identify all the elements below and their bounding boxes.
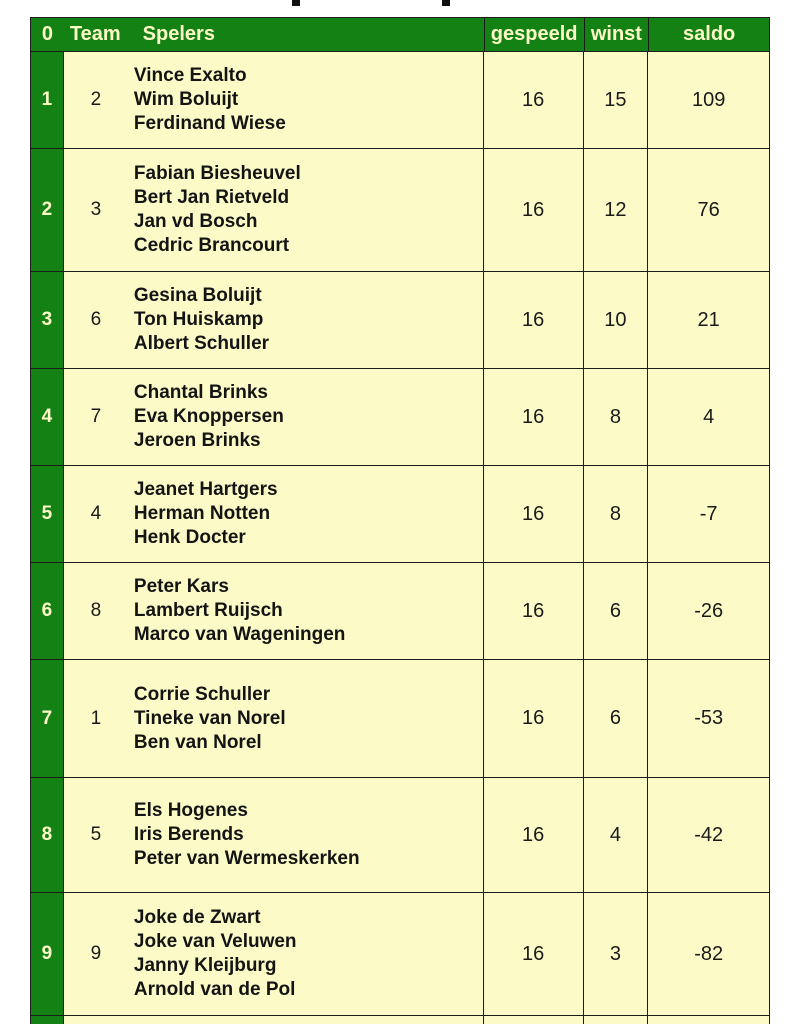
team-spelers-cell: [64, 1016, 484, 1024]
players-list: [134, 575, 346, 647]
player-name: Iris Berends: [133, 824, 244, 845]
team-number: 8: [90, 600, 102, 621]
player-name: Joke van Veluwen: [133, 931, 297, 952]
winst-cell: 8: [584, 369, 649, 465]
team-spelers-cell: [64, 660, 484, 777]
players-list: [134, 683, 286, 755]
gespeeld-cell: 16: [484, 466, 584, 562]
player-name: Jeroen Brinks: [133, 430, 261, 451]
player-name: Ferdinand Wiese: [133, 113, 286, 134]
player-name: Jeanet Hartgers: [133, 479, 278, 500]
rank-cell: 6: [31, 563, 64, 659]
player-name: Peter van Wermeskerken: [133, 848, 360, 869]
header-gespeeld: gespeeld: [484, 18, 584, 51]
table-row: [31, 660, 769, 778]
winst-cell: 3: [584, 893, 649, 1015]
gespeeld-cell: 16: [484, 893, 584, 1015]
saldo-cell: -42: [694, 823, 724, 846]
gespeeld-cell: 16: [484, 52, 584, 148]
saldo-cell: 4: [703, 405, 715, 428]
team-number: 9: [90, 943, 102, 964]
player-name: Joke de Zwart: [133, 907, 261, 928]
winst-cell: 12: [584, 149, 649, 271]
team-spelers-cell: [64, 369, 484, 465]
winst-cell: [584, 1016, 649, 1024]
player-name: Ben van Norel: [133, 731, 262, 753]
winst-cell: 10: [584, 272, 649, 368]
rank-cell: 2: [31, 149, 64, 271]
team-spelers-cell: [64, 272, 484, 368]
player-name: Lambert Ruijsch: [133, 600, 283, 621]
winst-cell: 6: [584, 660, 649, 777]
table-row: [31, 563, 769, 660]
player-name: Arnold van de Pol: [133, 979, 296, 1000]
player-name: Bert Jan Rietveld: [133, 187, 290, 208]
table-row: [31, 52, 769, 149]
player-name: Tineke van Norel: [133, 707, 286, 729]
team-spelers-cell: [64, 466, 484, 562]
team-number: 1: [90, 707, 102, 729]
rank-cell: 4: [31, 369, 64, 465]
player-name: Chantal Brinks: [133, 382, 268, 403]
gespeeld-cell: 16: [484, 778, 584, 892]
header-team-spelers: [64, 18, 484, 51]
players-list: [134, 284, 269, 356]
player-name: Els Hogenes: [133, 800, 248, 821]
team-spelers-cell: [64, 149, 484, 271]
team-number: 2: [90, 89, 102, 110]
player-name: Marco van Wageningen: [133, 624, 346, 645]
players-list: [134, 162, 301, 258]
team-spelers-cell: [64, 893, 484, 1015]
rank-cell: 5: [31, 466, 64, 562]
cut-off-title-mark: [442, 0, 450, 6]
table-header-row: [31, 18, 769, 52]
table-row: [31, 893, 769, 1016]
saldo-cell: -82: [694, 942, 724, 965]
winst-cell: 8: [584, 466, 649, 562]
saldo-cell: 76: [697, 198, 720, 221]
gespeeld-cell: 16: [484, 369, 584, 465]
rank-cell: 3: [31, 272, 64, 368]
player-name: Henk Docter: [133, 527, 246, 548]
player-name: Eva Knoppersen: [133, 406, 284, 427]
player-name: Cedric Brancourt: [133, 235, 290, 256]
saldo-cell: -26: [694, 599, 724, 622]
players-list: [134, 381, 284, 453]
rank-cell: 9: [31, 893, 64, 1015]
gespeeld-cell: [484, 1016, 584, 1024]
table-body: [31, 52, 769, 1016]
rank-cell: 8: [31, 778, 64, 892]
team-spelers-cell: [64, 52, 484, 148]
table-row: [31, 369, 769, 466]
player-name: Ton Huiskamp: [133, 309, 264, 330]
player-name: Gesina Boluijt: [133, 285, 262, 306]
team-number: 6: [90, 309, 102, 330]
saldo-cell: -7: [699, 502, 718, 525]
players-list: [134, 64, 286, 136]
gespeeld-cell: 16: [484, 563, 584, 659]
header-spelers-label: Spelers: [142, 23, 215, 45]
cut-off-title-mark: [292, 0, 300, 6]
saldo-cell: [648, 1016, 769, 1024]
rank-cell: 7: [31, 660, 64, 777]
player-name: Jan vd Bosch: [133, 211, 258, 232]
table-row: [31, 466, 769, 563]
team-number: 3: [90, 199, 102, 220]
team-number: 4: [90, 503, 102, 524]
header-rank: 0: [41, 23, 54, 45]
saldo-cell: 21: [697, 308, 720, 331]
team-number: 7: [90, 406, 102, 427]
gespeeld-cell: 16: [484, 660, 584, 777]
winst-cell: 6: [584, 563, 649, 659]
rank-cell: [31, 1016, 64, 1024]
gespeeld-cell: 16: [484, 149, 584, 271]
winst-cell: 4: [584, 778, 649, 892]
player-name: Fabian Biesheuvel: [133, 163, 301, 184]
table-row: [31, 272, 769, 369]
gespeeld-cell: 16: [484, 272, 584, 368]
winst-cell: 15: [584, 52, 649, 148]
partial-next-row: [31, 1016, 769, 1024]
player-name: Albert Schuller: [133, 333, 270, 354]
table-row: [31, 778, 769, 893]
header-team-label: Team: [69, 23, 121, 45]
players-list: [134, 799, 360, 871]
player-name: Peter Kars: [133, 576, 229, 597]
players-list: [134, 478, 278, 550]
player-name: Vince Exalto: [133, 65, 247, 86]
player-name: Herman Notten: [133, 503, 271, 524]
saldo-cell: -53: [694, 707, 724, 729]
player-name: Janny Kleijburg: [133, 955, 277, 976]
team-spelers-cell: [64, 563, 484, 659]
team-spelers-cell: [64, 778, 484, 892]
standings-table: [30, 17, 770, 1024]
team-number: 5: [90, 824, 102, 845]
header-saldo: saldo: [648, 18, 769, 51]
header-winst: winst: [584, 18, 649, 51]
player-name: Corrie Schuller: [133, 683, 271, 705]
players-list: [134, 906, 297, 1002]
saldo-cell: 109: [691, 88, 726, 111]
rank-cell: 1: [31, 52, 64, 148]
player-name: Wim Boluijt: [133, 89, 239, 110]
table-row: [31, 149, 769, 272]
